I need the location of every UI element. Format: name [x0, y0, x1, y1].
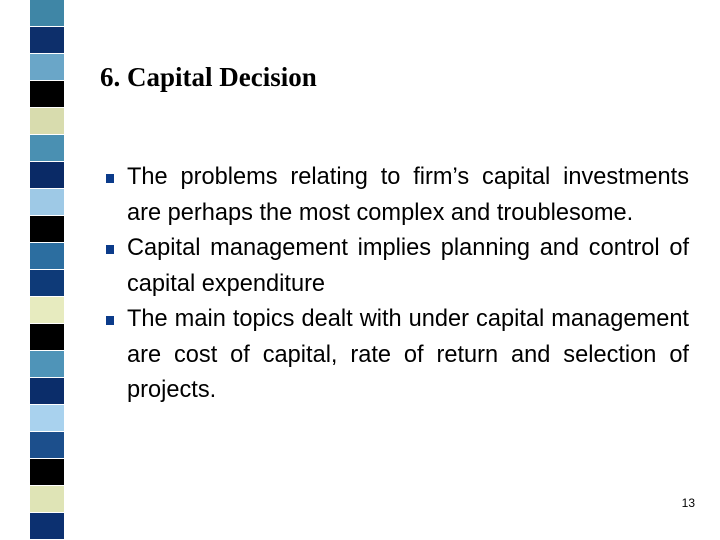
bullet-text: Capital management implies planning and control of capital expenditure	[127, 235, 689, 297]
bullet-item	[113, 231, 689, 302]
decorative-stripe	[30, 513, 64, 540]
bullet-text: The problems relating to firm’s capital investments are perhaps the most complex and troublesome.	[127, 164, 689, 226]
decorative-stripe	[30, 162, 64, 189]
bullet-text: The main topics dealt with under capital management are cost of capital, rate of return and selection of projects.	[127, 306, 689, 403]
decorative-stripe	[30, 486, 64, 513]
decorative-stripe	[30, 54, 64, 81]
decorative-stripe	[30, 324, 64, 351]
decorative-stripe	[30, 378, 64, 405]
decorative-stripe	[30, 432, 64, 459]
decorative-stripe	[30, 297, 64, 324]
decorative-stripe	[30, 108, 64, 135]
square-bullet-icon	[106, 174, 114, 183]
decorative-stripe	[30, 405, 64, 432]
decorative-stripe	[30, 81, 64, 108]
decorative-stripe	[30, 216, 64, 243]
decorative-stripe	[30, 270, 64, 297]
bullet-item	[113, 302, 689, 409]
bullet-item	[113, 160, 689, 231]
page-number: 13	[681, 496, 695, 510]
decorative-stripe	[30, 135, 64, 162]
decorative-stripe-bar	[30, 0, 64, 540]
decorative-stripe	[30, 243, 64, 270]
slide-title: 6. Capital Decision	[100, 62, 317, 92]
decorative-stripe	[30, 189, 64, 216]
decorative-stripe	[30, 27, 64, 54]
decorative-stripe	[30, 0, 64, 27]
square-bullet-icon	[106, 316, 114, 325]
decorative-stripe	[30, 351, 64, 378]
decorative-stripe	[30, 459, 64, 486]
square-bullet-icon	[106, 245, 114, 254]
bullet-list	[113, 160, 689, 409]
